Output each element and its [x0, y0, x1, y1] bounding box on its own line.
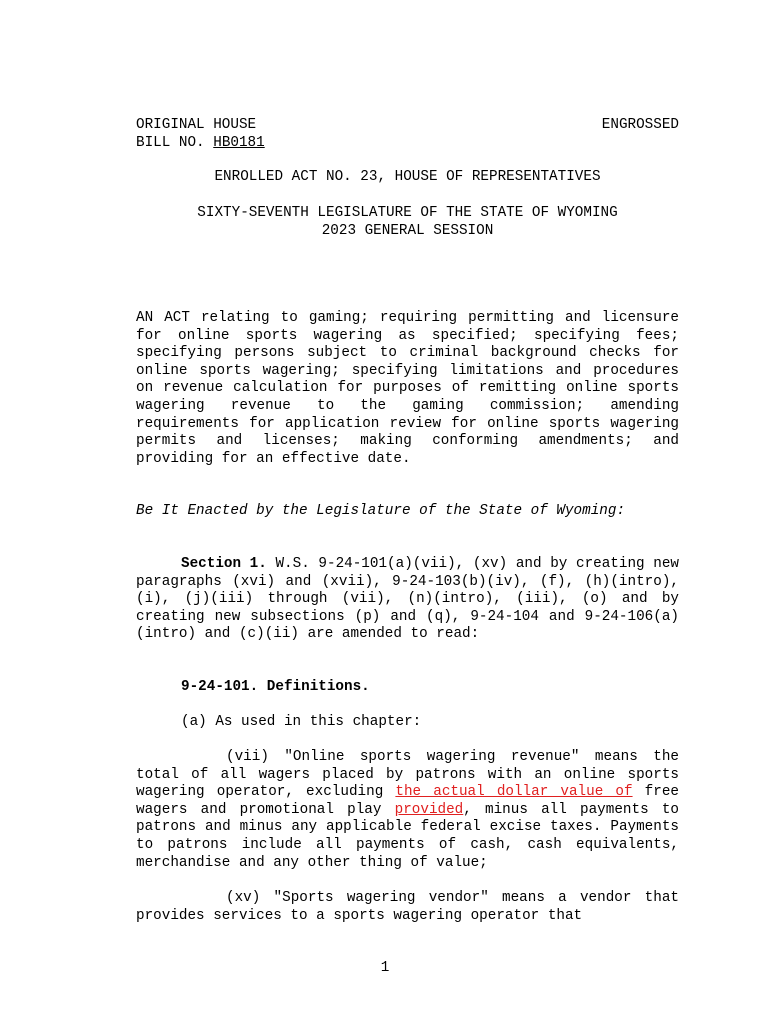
- bill-number: HB0181: [213, 134, 265, 151]
- paragraph-vii: [136, 749, 679, 872]
- legislature-block: [136, 205, 679, 240]
- inserted-text-provided: provided: [394, 801, 464, 818]
- page-number: 1: [380, 960, 390, 976]
- inserted-text-dollar-value: the actual dollar value of: [395, 784, 633, 801]
- session-line: 2023 GENERAL SESSION: [321, 222, 494, 239]
- definitions-heading: 9-24-101. Definitions.: [181, 679, 370, 695]
- section-1: [136, 556, 679, 644]
- paragraph-vii-part3: , minus all payments to patrons and minus any applicable federal excise taxes. Payments to patrons include all payments of cash, cash equivalents, merchandise and any other thing of value;: [136, 801, 679, 871]
- section-1-label: Section 1.: [181, 556, 267, 572]
- paragraph-vii-part2: free wagers and promotional play: [136, 784, 679, 818]
- section-1-text: W.S. 9-24-101(a)(vii), (xv) and by creating new paragraphs (xvi) and (xvii), 9-24-103(b)(iv), (f), (h)(intro), (i), (j)(iii) through (vii), (n)(intro), (iii), (o) and by creating new subsections (p) and (q), 9-24-104 and 9-24-106(a)(intro) and (c)(ii) are amended to read:: [136, 556, 679, 643]
- legislature-line: SIXTY-SEVENTH LEGISLATURE OF THE STATE OF WYOMING: [197, 205, 618, 221]
- enacting-clause: Be It Enacted by the Legislature of the State of Wyoming:: [136, 503, 626, 519]
- bill-no-label: BILL NO.: [136, 134, 205, 151]
- bill-header: [136, 117, 679, 152]
- original-house-label: ORIGINAL HOUSE: [136, 117, 257, 133]
- engrossed-label: ENGROSSED: [601, 117, 679, 133]
- paragraph-xv: (xv) "Sports wagering vendor" means a vendor that provides services to a sports wagering operator that: [136, 890, 679, 924]
- enrolled-act-line: ENROLLED ACT NO. 23, HOUSE OF REPRESENTATIVES: [214, 169, 601, 185]
- paragraph-vii-part1: (vii) "Online sports wagering revenue" means the total of all wagers placed by patrons with an online sports wagering operator, excluding: [136, 749, 679, 801]
- act-title: AN ACT relating to gaming; requiring permitting and licensure for online sports wagering as specified; specifying fees; specifying persons subject to criminal background checks for online sports wagering; specifying limitations and procedures on revenue calculation for purposes of remitting online sports wagering revenue to the gaming commission; amending requirements for application review for online sports wagering permits and licenses; making conforming amendments; and providing for an effective date.: [136, 310, 679, 467]
- subsection-a: (a) As used in this chapter:: [181, 714, 422, 730]
